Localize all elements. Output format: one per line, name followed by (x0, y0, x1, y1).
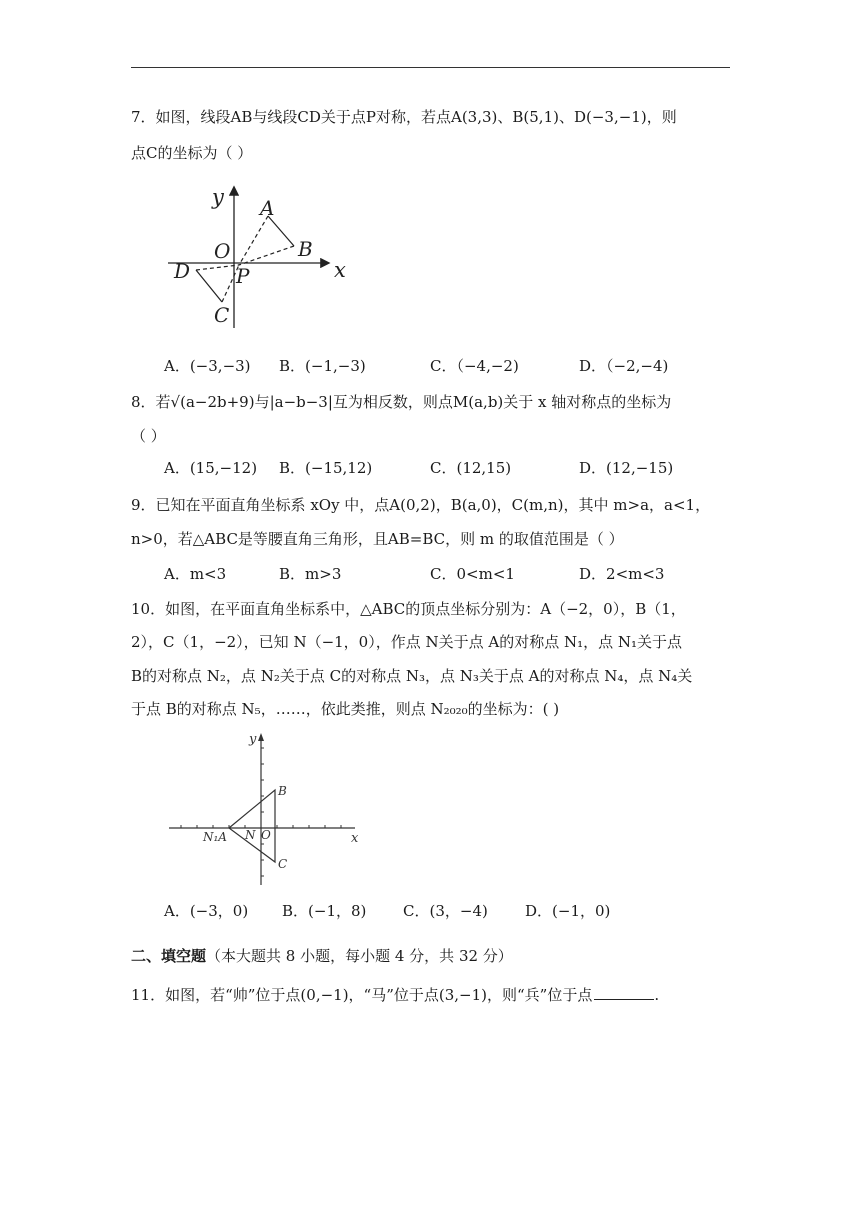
q7-label-B: B (298, 237, 313, 261)
q10-option-b[interactable]: B．(−1，8) (282, 902, 367, 920)
q10-option-d[interactable]: D．(−1，0) (525, 902, 611, 920)
q10-line2: 2），C（1，−2），已知 N（−1，0），作点 N关于点 A的对称点 N₁，点 N₁关于点 (131, 633, 683, 651)
q10-option-a[interactable]: A．(−3，0) (164, 902, 249, 920)
q7-label-C: C (214, 303, 230, 327)
section2-heading-line (131, 946, 513, 966)
q10-line4: 于点 B的对称点 N₅，……，依此类推，则点 N₂₀₂₀的坐标为：( ) (131, 700, 560, 718)
q7-figure (160, 180, 360, 330)
q7-segment-ab (268, 216, 294, 246)
q7-label-y: y (212, 185, 224, 209)
q10-label-x: x (351, 831, 359, 846)
q8-option-b[interactable]: B．(−15,12) (279, 459, 373, 477)
q11-text: 11．如图，若“帅”位于点(0,−1)，“马”位于点(3,−1)，则“兵”位于点 (131, 986, 593, 1004)
q9-option-c[interactable]: C．0<m<1 (430, 565, 515, 583)
q7-segment-cd-dash1 (196, 265, 239, 270)
q7-label-D: D (174, 259, 191, 283)
q11-answer-blank[interactable] (594, 985, 654, 1000)
q8-option-a[interactable]: A．(15,−12) (164, 459, 258, 477)
q10-triangle-abc (229, 790, 275, 862)
q10-option-c[interactable]: C．(3，−4) (403, 902, 488, 920)
q8-line1: 8．若√(a−2b+9)与|a−b−3|互为相反数，则点M(a,b)关于 x 轴对称点的坐标为 (131, 393, 672, 411)
q10-line3: B的对称点 N₂，点 N₂关于点 C的对称点 N₃，点 N₃关于点 A的对称点 N₄，点 N₄关 (131, 667, 693, 685)
q11-line (131, 985, 659, 1005)
q7-line2: 点C的坐标为（ ） (131, 144, 253, 162)
section2-heading: 二、填空题 (131, 947, 207, 965)
q10-label-B: B (278, 784, 287, 798)
q10-figure (165, 727, 365, 887)
q9-option-a[interactable]: A．m<3 (164, 565, 227, 583)
q10-label-N: N (245, 828, 256, 842)
q10-label-O: O (261, 828, 271, 842)
q7-option-d[interactable]: D．（−2,−4) (579, 357, 669, 375)
q7-option-b[interactable]: B．(−1,−3) (279, 357, 366, 375)
q8-line2: （ ） (131, 427, 166, 445)
section2-note: （本大题共 8 小题，每小题 4 分，共 32 分） (206, 947, 513, 965)
q7-option-c[interactable]: C．（−4,−2) (430, 357, 519, 375)
q7-segment-ab-dash1 (239, 216, 268, 265)
q8-option-d[interactable]: D．(12,−15) (579, 459, 674, 477)
q7-segment-cd (196, 270, 222, 302)
q7-option-a[interactable]: A．(−3,−3) (164, 357, 251, 375)
q11-end: . (654, 986, 660, 1004)
q10-label-C: C (278, 857, 288, 871)
q7-line1: 7．如图，线段AB与线段CD关于点P对称，若点A(3,3)、B(5,1)、D(−3,−1)，则 (131, 108, 677, 126)
header-rule (131, 67, 730, 68)
q9-line2: n>0，若△ABC是等腰直角三角形，且AB=BC，则 m 的取值范围是（ ） (131, 530, 624, 548)
q7-label-P: P (236, 264, 250, 288)
q8-option-c[interactable]: C．(12,15) (430, 459, 512, 477)
q9-line1: 9．已知在平面直角坐标系 xOy 中，点A(0,2)，B(a,0)，C(m,n)，其中 m>a，a<1， (131, 496, 711, 514)
q7-label-x: x (334, 258, 346, 282)
q10-label-N1A: N₁A (203, 830, 227, 844)
q10-line1: 10．如图，在平面直角坐标系中，△ABC的顶点坐标分别为：A（−2，0），B（1， (131, 600, 686, 618)
q9-option-d[interactable]: D．2<m<3 (579, 565, 665, 583)
q10-label-y: y (249, 732, 257, 747)
q7-label-A: A (260, 196, 275, 220)
q7-segment-ab-dash2 (239, 246, 294, 265)
q9-option-b[interactable]: B．m>3 (279, 565, 342, 583)
q7-label-O: O (214, 239, 231, 263)
